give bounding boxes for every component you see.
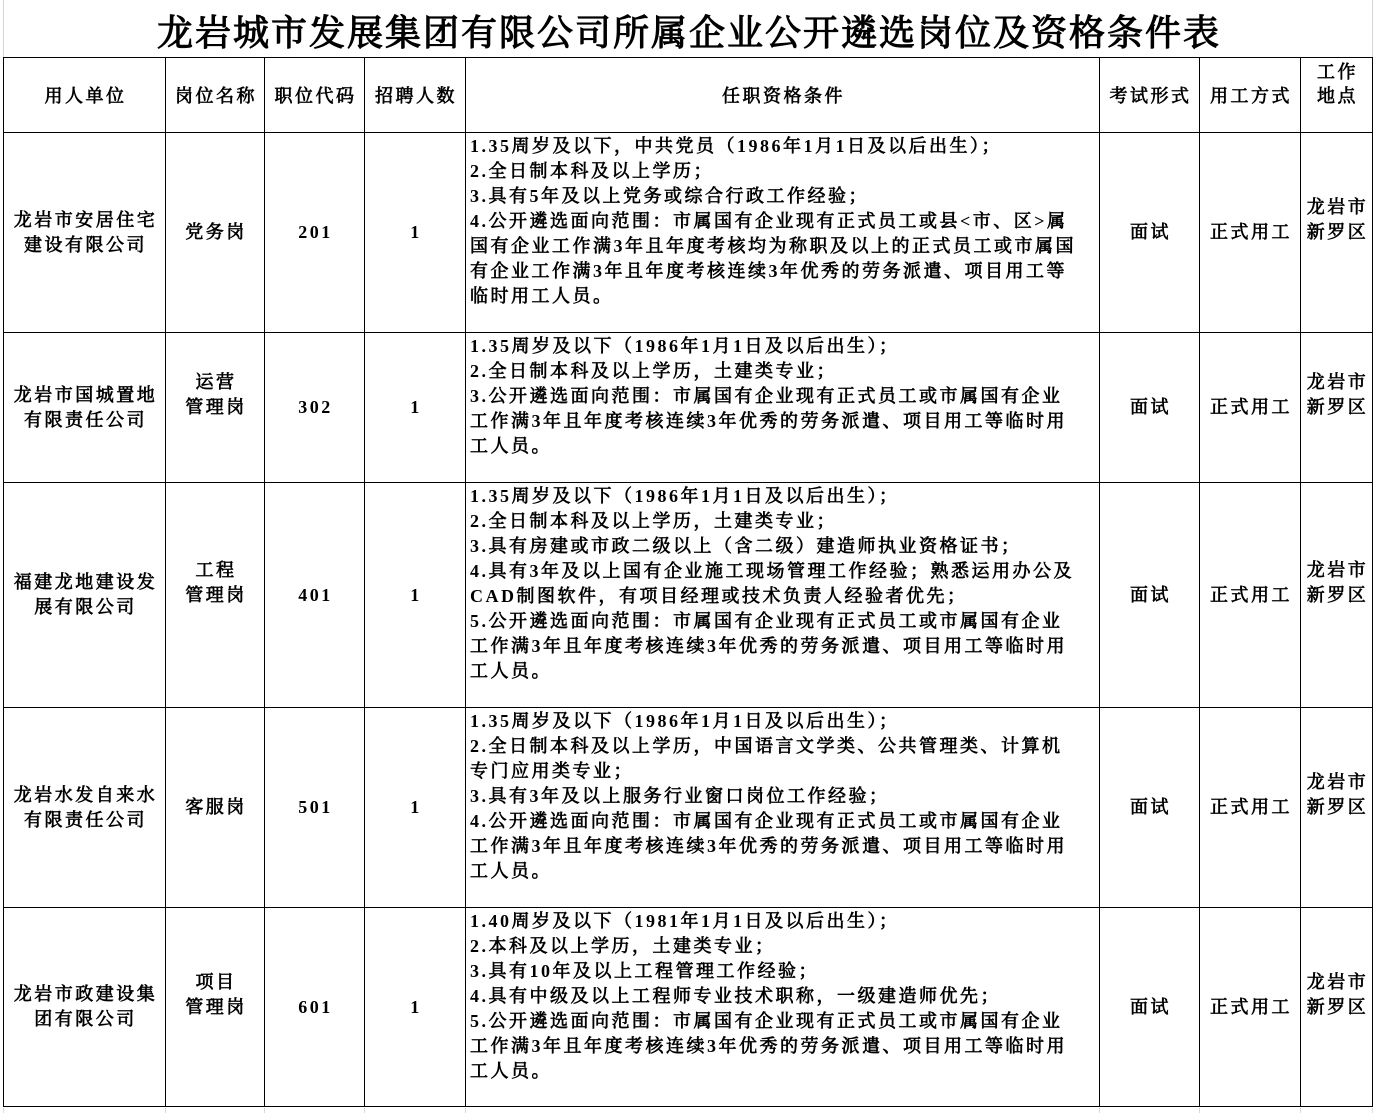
- work-location-line: 龙岩市: [1306, 971, 1369, 992]
- work-location-cell: [1301, 708, 1372, 907]
- column-header-label: 用工方式: [1210, 86, 1292, 106]
- employer-name-line: 龙岩市安居住宅: [13, 209, 158, 230]
- exam-method-cell: [1100, 708, 1199, 907]
- requirement-line: 4.具有3年及以上国有企业施工现场管理工作经验；熟悉运用办公及: [470, 561, 1074, 581]
- requirement-line: 3.公开遴选面向范围：市属国有企业现有正式员工或市属国有企业: [470, 386, 1063, 406]
- requirement-line: 3.具有10年及以上工程管理工作经验；: [470, 961, 819, 981]
- employer-name-line: 福建龙地建设发: [13, 572, 158, 592]
- employer-name-line: 建设有限公司: [24, 234, 147, 255]
- requirement-item: [470, 734, 1063, 784]
- employment-type: 正式用工: [1210, 222, 1292, 242]
- requirement-line: 1.35周岁及以下（1986年1月1日及以后出生）；: [470, 711, 900, 731]
- work-location-line: 新罗区: [1306, 996, 1369, 1017]
- requirement-line: 工人员。: [470, 861, 552, 881]
- hire-count: 1: [410, 222, 422, 242]
- requirement-line: 工作满3年且年度考核连续3年优秀的劳务派遣、项目用工等临时用: [470, 636, 1067, 656]
- requirement-line: 4.公开遴选面向范围：市属国有企业现有正式员工或县<市、区>属: [470, 211, 1068, 231]
- work-location-cell: [1301, 908, 1372, 1106]
- hire-count-cell: [365, 483, 465, 707]
- requirements-cell: [466, 908, 1099, 1106]
- job-code-cell: [265, 908, 364, 1106]
- employment-type-cell: [1200, 483, 1300, 707]
- requirement-line: 工作满3年且年度考核连续3年优秀的劳务派遣、项目用工等临时用: [470, 1036, 1067, 1056]
- column-header-label: 用人单位: [44, 86, 127, 106]
- exam-method-cell: [1100, 908, 1199, 1106]
- position-cell: [166, 708, 264, 907]
- job-code-cell: [265, 333, 364, 482]
- employer-name-line: 团有限公司: [34, 1009, 137, 1029]
- page-title: 龙岩城市发展集团有限公司所属企业公开遴选岗位及资格条件表: [156, 13, 1221, 53]
- requirement-item: [470, 1009, 1067, 1084]
- requirement-line: CAD制图软件，有项目经理或技术负责人经验者优先；: [470, 586, 968, 606]
- requirement-line: 2.全日制本科及以上学历，土建类专业；: [470, 511, 837, 531]
- requirement-line: 工作满3年且年度考核连续3年优秀的劳务派遣、项目用工等临时用: [470, 411, 1067, 431]
- column-header-work-location: [1301, 58, 1372, 132]
- column-header-label: 任职资格条件: [722, 86, 845, 106]
- employment-type-cell: [1200, 908, 1300, 1106]
- work-location-line: 新罗区: [1306, 797, 1369, 817]
- requirement-line: 2.全日制本科及以上学历，中国语言文学类、公共管理类、计算机: [470, 736, 1063, 756]
- hire-count-cell: [365, 708, 465, 907]
- requirement-item: [470, 509, 837, 534]
- exam-method: 面试: [1130, 996, 1171, 1017]
- employer-name-line: 龙岩水发自来水: [13, 784, 158, 805]
- position-name-line: 管理岗: [185, 584, 247, 605]
- job-code: 201: [298, 222, 333, 242]
- job-code: 501: [298, 797, 333, 817]
- work-location-line: 新罗区: [1306, 397, 1369, 417]
- requirement-line: 1.35周岁及以下，中共党员（1986年1月1日及以后出生）；: [470, 136, 1002, 156]
- employer-name-line: 有限责任公司: [24, 809, 147, 830]
- column-header-label: 地点: [1317, 86, 1358, 106]
- position-name-line: 项目: [195, 971, 237, 992]
- requirement-item: [470, 809, 1067, 884]
- requirement-line: 工人员。: [470, 1061, 552, 1081]
- position-cell: [166, 333, 264, 482]
- requirement-item: [470, 609, 1067, 684]
- requirement-item: [470, 709, 900, 734]
- requirement-item: [470, 484, 900, 509]
- requirement-line: 3.具有房建或市政二级以上（含二级）建造师执业资格证书；: [470, 536, 1022, 556]
- employer-cell: [4, 333, 165, 482]
- hire-count: 1: [410, 584, 422, 605]
- requirement-line: 2.全日制本科及以上学历；: [470, 161, 714, 181]
- employment-type: 正式用工: [1210, 584, 1292, 605]
- exam-method: 面试: [1130, 397, 1171, 417]
- requirements-cell: [466, 483, 1099, 707]
- exam-method-cell: [1100, 333, 1199, 482]
- work-location-line: 新罗区: [1306, 584, 1369, 605]
- column-header-employer: [4, 58, 165, 132]
- requirement-line: 3.具有5年及以上党务或综合行政工作经验；: [470, 186, 869, 206]
- requirement-line: 1.40周岁及以下（1981年1月1日及以后出生）；: [470, 911, 900, 931]
- requirement-line: 1.35周岁及以下（1986年1月1日及以后出生）；: [470, 336, 900, 356]
- requirements-table: [3, 57, 1373, 1107]
- exam-method-cell: [1100, 483, 1199, 707]
- work-location-cell: [1301, 483, 1372, 707]
- exam-method-cell: [1100, 133, 1199, 332]
- requirement-item: [470, 334, 900, 359]
- requirement-line: 4.具有中级及以上工程师专业技术职称，一级建造师优先；: [470, 986, 1001, 1006]
- requirement-line: 1.35周岁及以下（1986年1月1日及以后出生）；: [470, 486, 900, 506]
- requirement-item: [470, 209, 1076, 309]
- column-header-label: 工作: [1317, 62, 1358, 82]
- requirements-cell: [466, 133, 1099, 332]
- requirement-line: 4.公开遴选面向范围：市属国有企业现有正式员工或市属国有企业: [470, 811, 1063, 831]
- title-cell: [3, 0, 1373, 57]
- requirement-line: 5.公开遴选面向范围：市属国有企业现有正式员工或市属国有企业: [470, 1011, 1063, 1031]
- position-name-line: 管理岗: [185, 397, 247, 417]
- employment-type: 正式用工: [1210, 996, 1292, 1017]
- requirement-item: [470, 134, 1002, 159]
- employer-name-line: 龙岩市国城置地: [13, 384, 158, 405]
- position-name-line: 管理岗: [185, 996, 247, 1017]
- exam-method: 面试: [1130, 584, 1171, 605]
- hire-count-cell: [365, 908, 465, 1106]
- requirement-line: 5.公开遴选面向范围：市属国有企业现有正式员工或市属国有企业: [470, 611, 1063, 631]
- position-cell: [166, 908, 264, 1106]
- employer-name-line: 展有限公司: [34, 597, 137, 617]
- requirement-item: [470, 559, 1074, 609]
- job-code-cell: [265, 133, 364, 332]
- employment-type-cell: [1200, 708, 1300, 907]
- requirement-line: 工人员。: [470, 661, 552, 681]
- requirements-cell: [466, 708, 1099, 907]
- requirement-item: [470, 159, 714, 184]
- job-code-cell: [265, 483, 364, 707]
- requirement-item: [470, 384, 1067, 459]
- column-header-job-code: [265, 58, 364, 132]
- requirement-line: 2.本科及以上学历，土建类专业；: [470, 936, 776, 956]
- employer-name-line: 龙岩市政建设集: [13, 984, 158, 1004]
- requirements-cell: [466, 333, 1099, 482]
- work-location-line: 龙岩市: [1306, 197, 1369, 217]
- job-code: 601: [298, 996, 333, 1017]
- work-location-line: 新罗区: [1306, 222, 1369, 242]
- sheet-gridlines: [3, 1108, 1373, 1113]
- job-code: 401: [298, 584, 333, 605]
- work-location-line: 龙岩市: [1306, 772, 1369, 792]
- column-header-employment-type: [1200, 58, 1300, 132]
- requirement-item: [470, 934, 776, 959]
- work-location-cell: [1301, 333, 1372, 482]
- requirement-item: [470, 909, 900, 934]
- requirement-line: 工人员。: [470, 436, 552, 456]
- position-name-line: 运营: [195, 372, 237, 392]
- requirement-item: [470, 784, 890, 809]
- hire-count: 1: [410, 996, 422, 1017]
- employer-cell: [4, 483, 165, 707]
- requirement-line: 工作满3年且年度考核连续3年优秀的劳务派遣、项目用工等临时用: [470, 836, 1067, 856]
- employment-type: 正式用工: [1210, 797, 1292, 817]
- position-name-line: 客服岗: [185, 797, 247, 817]
- employer-cell: [4, 133, 165, 332]
- hire-count-cell: [365, 333, 465, 482]
- job-code-cell: [265, 708, 364, 907]
- employment-type-cell: [1200, 333, 1300, 482]
- column-header-label: 招聘人数: [375, 86, 457, 106]
- hire-count: 1: [410, 397, 422, 417]
- requirement-item: [470, 184, 869, 209]
- employer-name-line: 有限责任公司: [24, 409, 147, 430]
- exam-method: 面试: [1130, 797, 1171, 817]
- column-header-label: 岗位名称: [175, 86, 257, 106]
- job-code: 302: [298, 397, 333, 417]
- requirement-item: [470, 534, 1022, 559]
- column-header-exam-method: [1100, 58, 1199, 132]
- requirement-item: [470, 359, 837, 384]
- column-header-position: [166, 58, 264, 132]
- requirement-item: [470, 984, 1001, 1009]
- requirement-item: [470, 959, 819, 984]
- requirement-line: 2.全日制本科及以上学历，土建类专业；: [470, 361, 837, 381]
- hire-count: 1: [410, 797, 422, 817]
- position-name-line: 党务岗: [185, 222, 247, 242]
- employer-cell: [4, 908, 165, 1106]
- requirement-line: 专门应用类专业；: [470, 761, 634, 781]
- exam-method: 面试: [1130, 222, 1171, 242]
- work-location-cell: [1301, 133, 1372, 332]
- requirement-line: 临时用工人员。: [470, 286, 614, 306]
- column-header-label: 考试形式: [1109, 86, 1192, 106]
- requirement-line: 国有企业工作满3年且年度考核均为称职及以上的正式员工或市属国: [470, 236, 1076, 256]
- employment-type: 正式用工: [1210, 397, 1292, 417]
- column-header-hire-count: [365, 58, 465, 132]
- position-cell: [166, 483, 264, 707]
- requirement-line: 3.具有3年及以上服务行业窗口岗位工作经验；: [470, 786, 890, 806]
- employer-cell: [4, 708, 165, 907]
- employment-type-cell: [1200, 133, 1300, 332]
- position-name-line: 工程: [195, 559, 237, 580]
- requirement-line: 有企业工作满3年且年度考核连续3年优秀的劳务派遣、项目用工等: [470, 261, 1067, 281]
- column-header-label: 职位代码: [274, 86, 357, 106]
- work-location-line: 龙岩市: [1306, 559, 1369, 580]
- position-cell: [166, 133, 264, 332]
- column-header-requirements: [466, 58, 1099, 132]
- hire-count-cell: [365, 133, 465, 332]
- work-location-line: 龙岩市: [1306, 372, 1369, 392]
